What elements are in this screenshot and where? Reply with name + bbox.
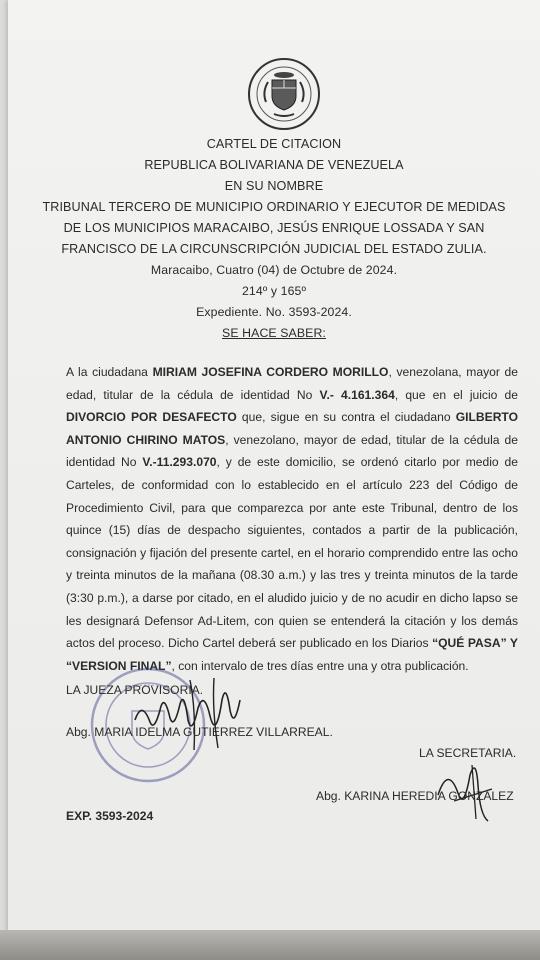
jueza-name: Abg. MARIA IDELMA GUTIERREZ VILLARREAL. — [66, 725, 333, 739]
cartel-title: CARTEL DE CITACION — [206, 137, 342, 151]
expediente-line: Expediente. No. 3593-2024. — [196, 305, 352, 319]
tribunal-line-3: FRANCISCO DE LA CIRCUNSCRIPCIÓN JUDICIAL DEL ESTADO ZULIA. — [61, 242, 487, 256]
tribunal-line-1: TRIBUNAL TERCERO DE MUNICIPIO ORDINARIO Y EJECUTOR DE MEDIDAS — [42, 200, 506, 214]
footer-exp: EXP. 3593-2024 — [66, 809, 154, 823]
tribunal-line-2: DE LOS MUNICIPIOS MARACAIBO, JESÚS ENRIQUE LOSSADA Y SAN — [63, 221, 485, 235]
jueza-title: LA JUEZA PROVISORIA. — [66, 683, 204, 697]
en-su-nombre: EN SU NOMBRE — [224, 179, 324, 193]
republic-line: REPUBLICA BOLIVARIANA DE VENEZUELA — [144, 158, 404, 172]
secretaria-title: LA SECRETARIA. — [419, 746, 517, 760]
se-hace-saber: SE HACE SABER: — [222, 326, 326, 340]
coat-of-arms-seal-icon — [246, 56, 322, 132]
years-line: 214º y 165º — [241, 284, 307, 298]
table-surface — [0, 930, 540, 960]
date-line: Maracaibo, Cuatro (04) de Octubre de 2024. — [150, 263, 398, 277]
secretaria-name: Abg. KARINA HEREDIA GONZÁLEZ — [316, 789, 514, 803]
citation-paragraph: A la ciudadana MIRIAM JOSEFINA CORDERO MORILLO, venezolana, mayor de edad, titular de la cédula de identidad No V.- 4.161.364, que en el juicio de DIVORCIO POR DESAFECTO que, sigue en su contra el ciudadano GILBERTO ANTONIO CHIRINO MATOS, venezolano, mayor de edad, titular de la cédula de identidad No V.-11.293.070, y de este domicilio, se ordenó citarlo por medio de Carteles, de conformidad con lo establecido en el artículo 223 del Código de Procedimiento Civil, para que comparezca por ante este Tribunal, dentro de los quince (15) días de despacho siguientes, contados a partir de la publicación, consignación y fijación del presente cartel, en el horario comprendido entre las ocho y treinta minutos de la mañana (08.30 a.m.) y las tres y treinta minutos de la tarde (3:30 p.m.), a darse por citado, en el aludido juicio y de no acudir en dicho lapso se les designará Defensor Ad-Litem, con quien se entenderá la citación y los demás actos del proceso. Dicho Cartel deberá ser publicado en los Diarios “QUÉ PASA” Y “VERSION FINAL”, con intervalo de tres días entre una y otra publicación. — [66, 365, 518, 673]
